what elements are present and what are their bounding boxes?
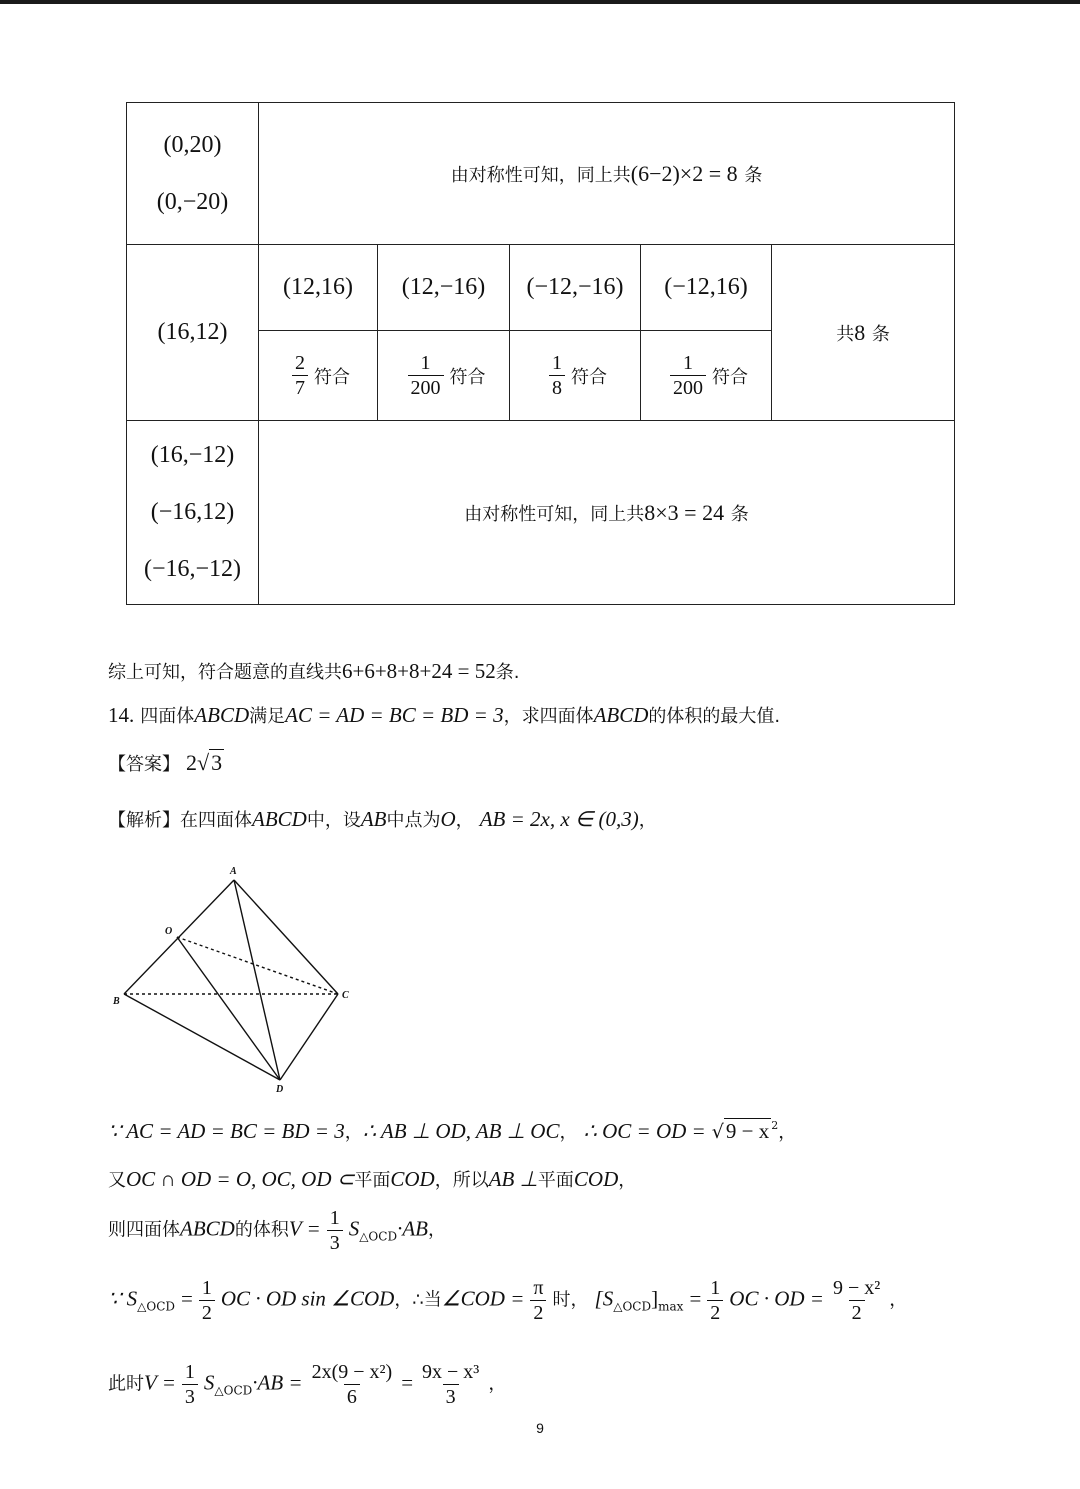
point-cell <box>127 103 259 245</box>
point: (0,−20) <box>156 188 229 215</box>
point: (16,12) <box>157 319 228 345</box>
top-border <box>0 0 1080 4</box>
label-a: A <box>230 866 237 877</box>
result-cell: $\frac{1}{200}$ 符合 <box>641 331 772 421</box>
fraction: $\frac{2}{7}$ <box>292 351 308 400</box>
step-1: ∵ AC = AD = BC = BD = 3，∴ AB ⊥ OD, AB ⊥ OC， ∴ OC = OD = √9 − x $^2$， <box>108 1119 797 1143</box>
point: (0,20) <box>163 131 222 158</box>
tetrahedron-figure <box>110 860 360 1100</box>
page-number: 9 <box>536 1420 544 1436</box>
result-cell: $\frac{1}{8}$ 符合 <box>510 331 641 421</box>
edge-cd <box>280 994 338 1080</box>
point-cell <box>127 245 259 421</box>
subpoint-cell: (12,−16) <box>378 245 510 331</box>
fraction: $\frac{\pi}{2}$ <box>530 1276 546 1325</box>
fraction: $\frac{1}{3}$ <box>327 1206 343 1255</box>
total-cell: 共8 条 <box>772 245 955 421</box>
symmetry-note: 由对称性可知，同上共8×3 = 24 条 <box>259 421 955 605</box>
fraction: $\frac{\text{9x − x³}}{3}$ <box>422 1361 480 1408</box>
fraction: $\frac{\text{9 − x²}}{2}$ <box>832 1277 881 1324</box>
symmetry-note: 由对称性可知，同上共(6−2)×2 = 8 条 <box>259 103 955 245</box>
fraction: $\frac{1}{2}$ <box>707 1276 723 1325</box>
answer-value: 2√3 <box>186 750 223 775</box>
fraction: $\frac{1}{2}$ <box>199 1276 215 1325</box>
step-4: ∵ $S_{\triangle OCD}$ = $\frac{1}{2}$ OC · OD sin ∠COD，∴当∠COD = $\frac{\pi}{2}$ 时， $[S_{\triangle OCD}]_{max}$ = $\frac{1}{2}$ OC · OD = $\frac{\text{9 − x²}}{2}$ ， <box>108 1277 908 1324</box>
fraction: $\frac{1}{200}$ <box>408 351 444 400</box>
step-3: 则四面体ABCD的体积V = $\frac{1}{3}$ $S_{\triangle OCD}\cdot AB$， <box>108 1207 446 1254</box>
table-row <box>127 103 955 245</box>
edge-bd <box>124 994 280 1080</box>
label-o: O <box>165 926 173 937</box>
answer-line <box>108 750 224 776</box>
point-cell <box>127 421 259 605</box>
fraction: $\frac{\text{2x(9 − x²)}}{6}$ <box>311 1361 393 1408</box>
point: (−16,−12) <box>143 556 242 582</box>
step-2: 又OC ∩ OD = O, OC, OD ⊂平面COD，所以AB ⊥平面COD， <box>108 1167 637 1191</box>
analysis-line: 【解析】在四面体ABCD中，设AB中点为O， AB = 2x, x ∈ (0,3)， <box>108 807 657 831</box>
fraction: $\frac{1}{200}$ <box>670 351 706 400</box>
point: (−16,12) <box>150 499 235 525</box>
table-row <box>127 421 955 605</box>
solution-table <box>126 102 955 605</box>
fraction: $\frac{1}{8}$ <box>549 351 565 400</box>
label-c: C <box>342 990 349 1001</box>
result-cell: $\frac{1}{200}$ 符合 <box>378 331 510 421</box>
table-row <box>127 245 955 331</box>
fraction: $\frac{1}{3}$ <box>182 1360 198 1409</box>
question-line: 14. 四面体ABCD满足AC = AD = BC = BD = 3，求四面体ABCD的体积的最大值. <box>108 703 781 727</box>
subpoint-cell: (−12,16) <box>641 245 772 331</box>
point: (16,−12) <box>150 442 235 468</box>
summary-line: 综上可知，符合题意的直线共6+6+8+8+24 = 52条. <box>108 659 520 683</box>
subpoint-cell: (−12,−16) <box>510 245 641 331</box>
result-cell: $\frac{2}{7}$ 符合 <box>259 331 378 421</box>
subpoint-cell: (12,16) <box>259 245 378 331</box>
edge-ac <box>234 880 338 994</box>
answer-label: 【答案】 <box>108 754 180 775</box>
label-b: B <box>113 996 120 1007</box>
label-d: D <box>276 1084 284 1095</box>
edge-oc-hidden <box>177 937 338 994</box>
analysis-label: 【解析】 <box>108 810 180 831</box>
edge-ad <box>234 880 280 1080</box>
step-5: 此时V = $\frac{1}{3}$ $S_{\triangle OCD}\cdot AB$ = $\frac{\text{2x(9 − x²)}}{6}$ = $\frac{\text{9x − x³}}{3}$ ， <box>108 1361 507 1408</box>
edge-od <box>177 937 280 1080</box>
